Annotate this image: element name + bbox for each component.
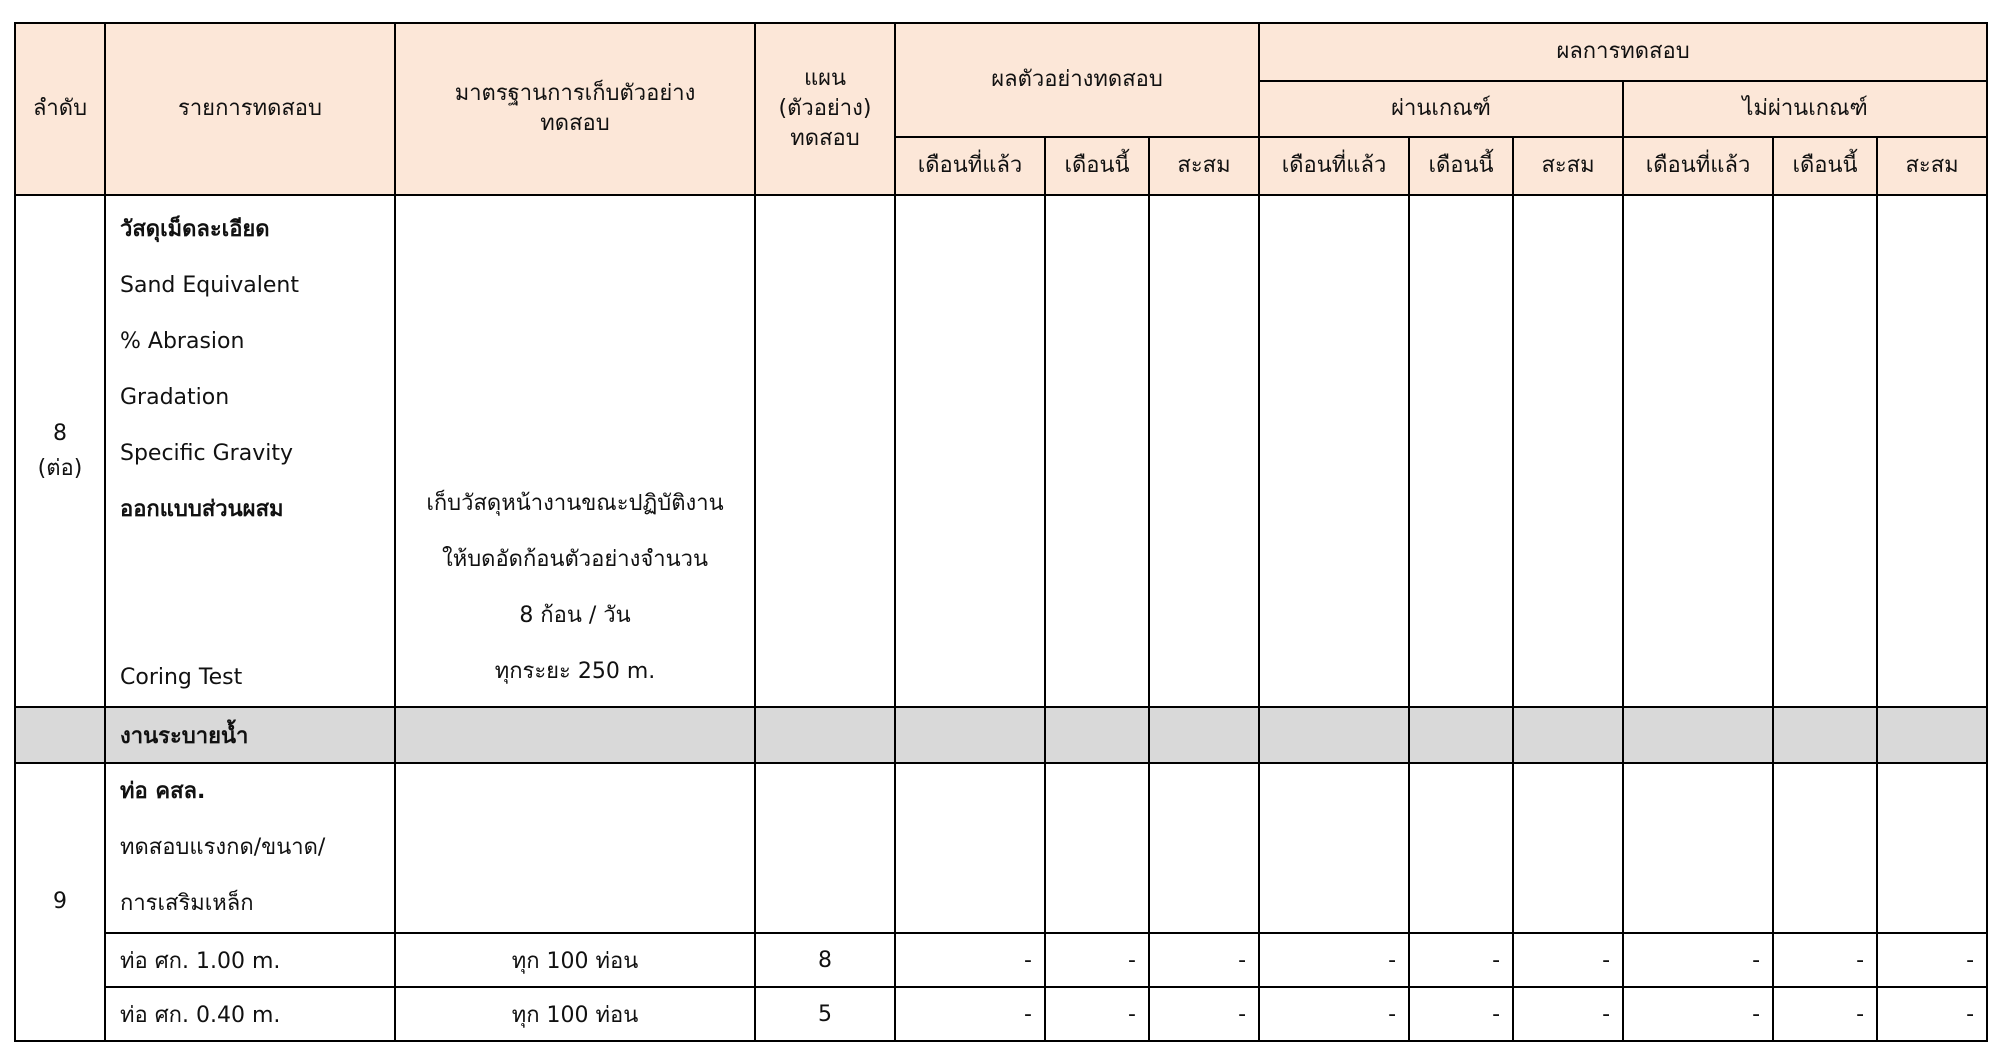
drainage-cell	[1623, 707, 1773, 763]
section9-cell	[1623, 763, 1773, 933]
test-results-table	[14, 22, 1988, 1042]
drainage-cell	[1773, 707, 1877, 763]
section8-plan	[755, 195, 895, 707]
section9-cell	[1409, 763, 1513, 933]
section9-item: การเสริมเหล็ก	[120, 891, 254, 916]
section9-item: ทดสอบแรงกด/ขนาด/	[120, 835, 326, 860]
section9-cell	[1045, 763, 1149, 933]
header-samples-this-month: เดือนนี้	[1045, 137, 1149, 195]
header-samples-last-month: เดือนที่แล้ว	[895, 137, 1045, 195]
pipe-row-value: -	[895, 987, 1045, 1041]
pipe-row-standard: ทุก 100 ท่อน	[395, 987, 755, 1041]
pipe-row-value: -	[1623, 987, 1773, 1041]
pipe-row-value: -	[895, 933, 1045, 987]
section9-item: ท่อ คสล.	[120, 779, 206, 804]
section8-item: Coring Test	[120, 665, 243, 690]
pipe-row-item: ท่อ ศก. 1.00 m.	[105, 933, 395, 987]
section8-cell	[1773, 195, 1877, 707]
pipe-row-value: -	[1045, 933, 1149, 987]
header-standard-line2: ทดสอบ	[540, 111, 610, 136]
header-standard	[395, 23, 755, 195]
section9-cell	[395, 763, 755, 933]
drainage-cell	[1513, 707, 1623, 763]
section9-cell	[1513, 763, 1623, 933]
pipe-row-value: -	[1149, 987, 1259, 1041]
section9-items	[105, 763, 395, 933]
header-pass-this-month: เดือนนี้	[1409, 137, 1513, 195]
section9-cell	[1259, 763, 1409, 933]
section9-cell	[755, 763, 895, 933]
drainage-cell	[1259, 707, 1409, 763]
section8-seq-note: (ต่อ)	[37, 456, 83, 481]
drainage-cell	[755, 707, 895, 763]
section8-cell	[1045, 195, 1149, 707]
header-fail-cumulative: สะสม	[1877, 137, 1987, 195]
header-samples-cumulative: สะสม	[1149, 137, 1259, 195]
pipe-row-value: -	[1877, 933, 1987, 987]
drainage-cell	[1149, 707, 1259, 763]
section9-cell	[1773, 763, 1877, 933]
pipe-row-value: -	[1773, 933, 1877, 987]
pipe-row-plan: 8	[755, 933, 895, 987]
header-plan-line1: แผน	[803, 66, 847, 92]
pipe-row-value: -	[1259, 987, 1409, 1041]
drainage-seq	[15, 707, 105, 763]
header-test-item: รายการทดสอบ	[105, 23, 395, 195]
pipe-row-value: -	[1259, 933, 1409, 987]
section9-cell	[1149, 763, 1259, 933]
section8-cell	[1149, 195, 1259, 707]
section8-standard-line: ให้บดอัดก้อนตัวอย่างจำนวน	[441, 547, 709, 572]
header-results: ผลการทดสอบ	[1259, 23, 1987, 81]
header-standard-line1: มาตรฐานการเก็บตัวอย่าง	[454, 81, 696, 107]
section8-standard-line: ทุกระยะ 250 m.	[494, 659, 656, 684]
section8-cell	[1877, 195, 1987, 707]
header-pass-cumulative: สะสม	[1513, 137, 1623, 195]
pipe-row-item: ท่อ ศก. 0.40 m.	[105, 987, 395, 1041]
header-fail-this-month: เดือนนี้	[1773, 137, 1877, 195]
pipe-row-standard: ทุก 100 ท่อน	[395, 933, 755, 987]
drainage-cell	[395, 707, 755, 763]
section8-items	[105, 195, 395, 707]
header-no: ลำดับ	[15, 23, 105, 195]
pipe-row-value: -	[1149, 933, 1259, 987]
header-plan-line2: (ตัวอย่าง)	[778, 96, 872, 122]
section8-cell	[895, 195, 1045, 707]
header-samples: ผลตัวอย่างทดสอบ	[895, 23, 1259, 137]
section8-item: Gradation	[120, 385, 230, 410]
section8-item: ออกแบบส่วนผสม	[120, 497, 284, 522]
section8-item: Sand Equivalent	[120, 273, 299, 298]
drainage-cell	[895, 707, 1045, 763]
drainage-cell	[1877, 707, 1987, 763]
section8-cell	[1513, 195, 1623, 707]
header-fail: ไม่ผ่านเกณฑ์	[1623, 81, 1987, 137]
section8-item: % Abrasion	[120, 329, 245, 354]
pipe-row-value: -	[1045, 987, 1149, 1041]
section8-cell	[1623, 195, 1773, 707]
drainage-cell	[1045, 707, 1149, 763]
section8-standard-line: 8 ก้อน / วัน	[519, 603, 631, 628]
pipe-row-value: -	[1623, 933, 1773, 987]
pipe-row-value: -	[1409, 987, 1513, 1041]
section8-standard-line: เก็บวัสดุหน้างานขณะปฏิบัติงาน	[426, 491, 724, 516]
header-plan	[755, 23, 895, 195]
pipe-row-value: -	[1773, 987, 1877, 1041]
section8-seq	[15, 195, 105, 707]
section8-cell	[1409, 195, 1513, 707]
section9-cell	[895, 763, 1045, 933]
section8-standard	[395, 195, 755, 707]
drainage-cell	[1409, 707, 1513, 763]
section9-cell	[1877, 763, 1987, 933]
section8-seq-number: 8	[53, 420, 67, 446]
pipe-row-value: -	[1877, 987, 1987, 1041]
header-pass-last-month: เดือนที่แล้ว	[1259, 137, 1409, 195]
pipe-row-plan: 5	[755, 987, 895, 1041]
header-fail-last-month: เดือนที่แล้ว	[1623, 137, 1773, 195]
header-pass: ผ่านเกณฑ์	[1259, 81, 1623, 137]
section8-cell	[1259, 195, 1409, 707]
section9-seq: 9	[15, 763, 105, 1041]
pipe-row-value: -	[1409, 933, 1513, 987]
header-plan-line3: ทดสอบ	[790, 125, 860, 151]
section8-item: วัสดุเม็ดละเอียด	[120, 217, 270, 242]
section8-item: Specific Gravity	[120, 441, 293, 466]
drainage-label: งานระบายน้ำ	[105, 707, 395, 763]
pipe-row-value: -	[1513, 933, 1623, 987]
pipe-row-value: -	[1513, 987, 1623, 1041]
